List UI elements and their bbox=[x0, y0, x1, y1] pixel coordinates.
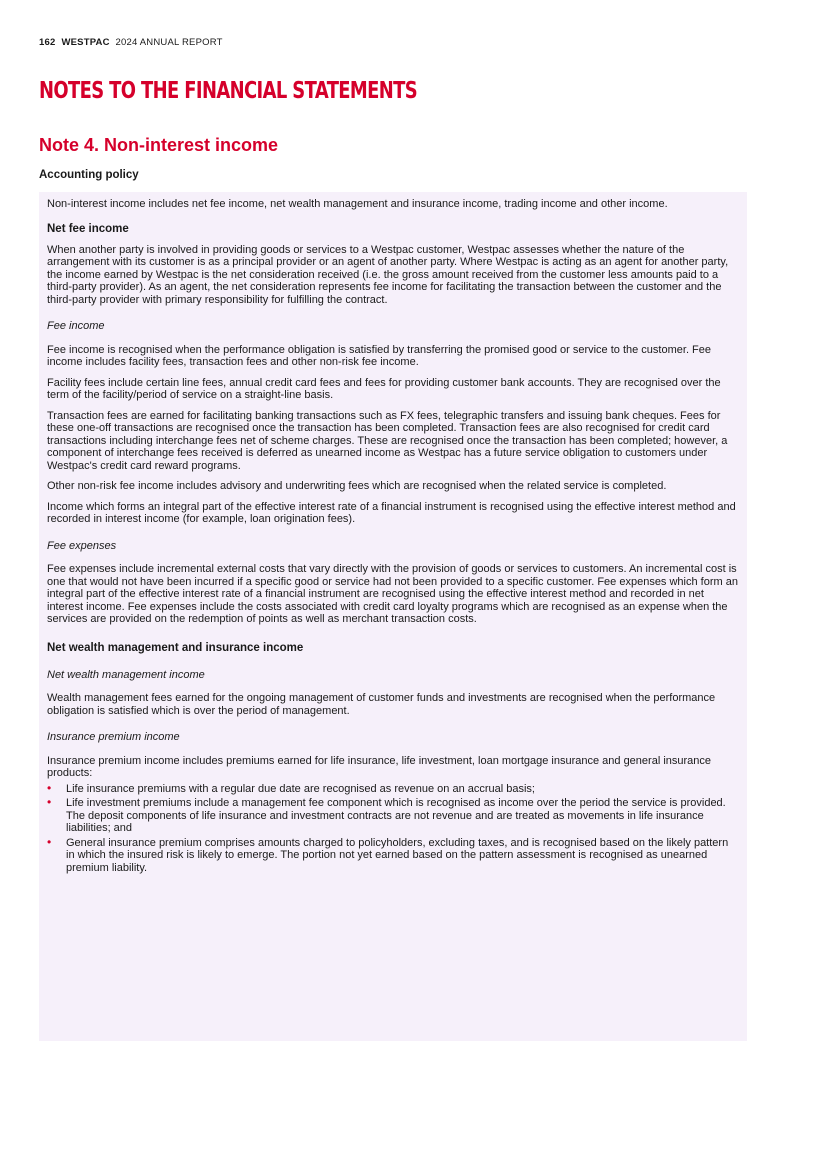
bullet-icon: • bbox=[47, 780, 52, 795]
fee-income-paragraph-1: Fee income is recognised when the performance obligation is satisfied by transferring the promised good or service to the customer. Fee income includes facility fees, transaction fees and other non-risk fee income. bbox=[47, 343, 712, 368]
net-fee-paragraph: When another party is involved in providing goods or services to a Westpac customer, Westpac assesses whether the nature of the arrangement with its customer is as a principal provider or an agent of another party. Where Westpac is acting as an agent for another party, the income earned by Westpac is the net consideration received (i.e. the gross amount received from the customer less amounts paid to a third-party provider). As an agent, the net consideration represents fee income for facilitating the transaction between the customer and the third-party provider with primary responsibility for fulfilling the contract. bbox=[47, 243, 729, 306]
fee-expenses-paragraph: Fee expenses include incremental external costs that vary directly with the provision of goods or services to customers. An incremental cost is one that would not have been incurred if a specific good or service had not been provided to a specific customer. Fee expenses which form an integral part of the effective interest rate of a financial instrument are recognised using the effective interest method and recorded in net interest income. Fee expenses include the costs associated with credit card loyalty programs which are recognised as an expense when the services are provided on the redemption of points as well as merchant transaction costs. bbox=[47, 563, 738, 625]
insurance-bullet-list bbox=[47, 780, 739, 875]
list-item bbox=[47, 780, 739, 796]
fee-income-paragraph-3: Transaction fees are earned for facilitating banking transactions such as FX fees, telegraphic transfers and issuing bank cheques. Fees for these one-off transactions are recognised once the transaction has been completed. Transaction fees are also recognised for credit card transactions including interchange fees net of scheme charges. These are recognised once the transaction has been completed; however, a component of interchange fees received is deferred as unearned income as Westpac has a future service obligation to customers under Westpac's credit card reward programs. bbox=[47, 409, 728, 472]
wealth-insurance-heading: Net wealth management and insurance income bbox=[47, 641, 304, 654]
list-item-text: General insurance premium comprises amounts charged to policyholders, excluding taxes, and is recognised based on the likely pattern in which the insured risk is likely to emerge. The portion not yet earned based on the pattern assessment is recognised as unearned premium liability. bbox=[66, 836, 729, 874]
page-header bbox=[39, 37, 223, 48]
note-title: Note 4. Non-interest income bbox=[39, 135, 279, 155]
net-fee-income-heading: Net fee income bbox=[47, 222, 129, 235]
bullet-icon: • bbox=[47, 834, 52, 849]
list-item bbox=[47, 834, 739, 875]
wealth-management-paragraph: Wealth management fees earned for the ongoing management of customer funds and investments are recognised when the performance obligation is satisfied which is over the period of management. bbox=[47, 692, 716, 717]
insurance-premium-subheading: Insurance premium income bbox=[47, 731, 180, 743]
fee-income-paragraph-2: Facility fees include certain line fees, annual credit card fees and fees for providing customer bank accounts. They are recognised over the term of the facility/period of service on a straight-line basis. bbox=[47, 376, 721, 401]
list-item bbox=[47, 797, 739, 835]
fee-income-subheading: Fee income bbox=[47, 320, 105, 332]
brand-name: WESTPAC bbox=[61, 37, 110, 48]
fee-income-paragraph-4: Other non-risk fee income includes advisory and underwriting fees which are recognised when the related service is completed. bbox=[47, 480, 667, 492]
fee-expenses-subheading: Fee expenses bbox=[47, 539, 117, 552]
insurance-premium-paragraph: Insurance premium income includes premiums earned for life insurance, life investment, loan mortgage insurance and general insurance products: bbox=[47, 754, 712, 779]
policy-label: Accounting policy bbox=[39, 169, 139, 181]
page-number: 162 bbox=[39, 37, 56, 48]
section-title: NOTES TO THE FINANCIAL STATEMENTS bbox=[39, 78, 418, 104]
report-name: 2024 ANNUAL REPORT bbox=[115, 37, 223, 48]
list-item-text: Life insurance premiums with a regular due date are recognised as revenue on an accrual basis; bbox=[66, 782, 535, 795]
list-item-text: Life investment premiums include a management fee component which is recognised as income over the period the service is provided. The deposit components of life insurance and investment contracts are not revenue and are treated as movements in life insurance liabilities; and bbox=[66, 797, 726, 834]
intro-paragraph: Non-interest income includes net fee income, net wealth management and insurance income, trading income and other income. bbox=[47, 198, 668, 210]
fee-income-paragraph-5: Income which forms an integral part of the effective interest rate of a financial instrument is recognised using the effective interest method and recorded in interest income (for example, loan origination fees). bbox=[47, 500, 736, 525]
wealth-management-subheading: Net wealth management income bbox=[47, 668, 205, 681]
accounting-policy-box bbox=[39, 192, 747, 1041]
bullet-icon: • bbox=[47, 795, 52, 809]
